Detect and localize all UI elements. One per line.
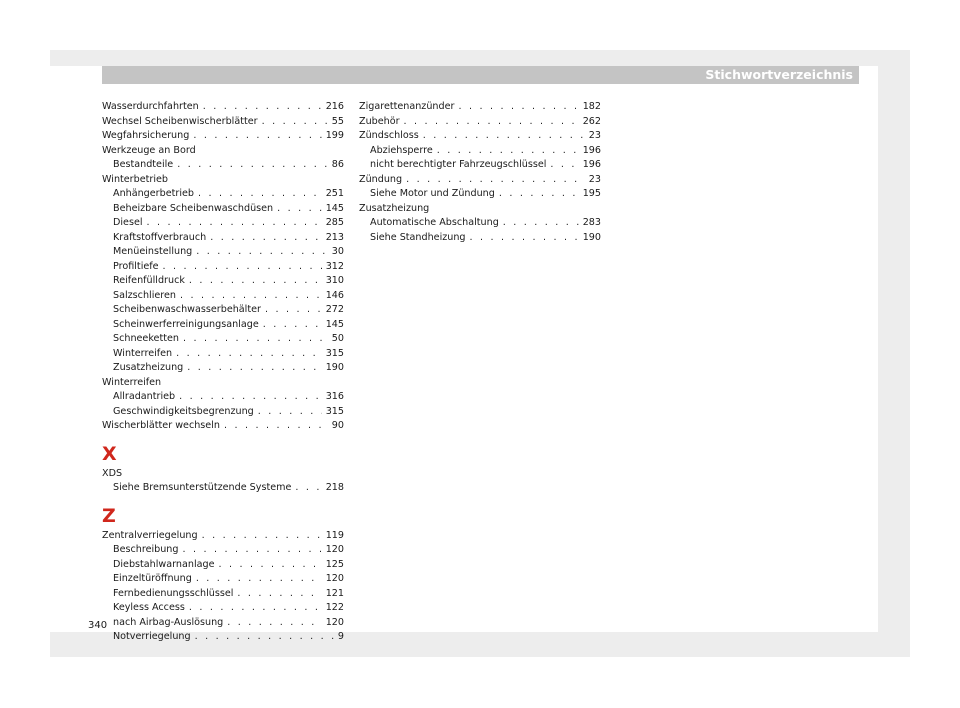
leader-dots bbox=[147, 216, 322, 231]
entry-label: Einzeltüröffnung bbox=[113, 573, 192, 584]
entry-page: 310 bbox=[325, 275, 344, 286]
index-subentry bbox=[359, 216, 601, 231]
index-subentry bbox=[102, 347, 344, 362]
index-entry bbox=[102, 115, 344, 130]
leader-dots bbox=[499, 187, 579, 202]
leader-dots bbox=[237, 587, 321, 602]
entry-page: 315 bbox=[325, 347, 344, 359]
entry-page: 120 bbox=[325, 616, 344, 628]
leader-dots bbox=[196, 245, 328, 260]
entry-page: 125 bbox=[325, 558, 344, 570]
leader-dots bbox=[189, 274, 322, 289]
entry-page: 120 bbox=[325, 544, 344, 555]
leader-dots bbox=[187, 361, 321, 376]
entry-page: 182 bbox=[582, 101, 601, 112]
leader-dots bbox=[163, 260, 322, 275]
index-entry bbox=[359, 100, 601, 115]
entry-label: Allradantrieb bbox=[113, 391, 176, 402]
entry-label: Zündschloss bbox=[359, 130, 419, 141]
entry-page: 190 bbox=[582, 231, 601, 243]
index-letter-heading: Z bbox=[102, 504, 116, 527]
entry-label: Bestandteile bbox=[113, 159, 174, 170]
leader-dots bbox=[176, 347, 322, 362]
leader-dots bbox=[193, 129, 321, 144]
index-subentry bbox=[102, 390, 344, 405]
index-subentry bbox=[102, 274, 344, 289]
leader-dots bbox=[404, 115, 579, 130]
leader-dots bbox=[258, 405, 322, 420]
entry-page: 283 bbox=[582, 217, 601, 228]
entry-label: Wischerblätter wechseln bbox=[102, 420, 220, 431]
index-column-left bbox=[102, 100, 344, 645]
index-entry bbox=[102, 419, 344, 434]
entry-label: Automatische Abschaltung bbox=[370, 217, 499, 228]
leader-dots bbox=[458, 100, 578, 115]
leader-dots bbox=[263, 318, 322, 333]
section-header-bar bbox=[102, 66, 859, 84]
index-heading: Zusatzheizung bbox=[359, 202, 430, 214]
leader-dots bbox=[189, 601, 322, 616]
entry-label: Scheibenwaschwasserbehälter bbox=[113, 304, 261, 315]
entry-label: Wasserdurchfahrten bbox=[102, 101, 199, 112]
entry-label: Menüeinstellung bbox=[113, 246, 193, 257]
index-subentry bbox=[102, 245, 344, 260]
entry-label: Siehe Motor und Zündung bbox=[370, 188, 495, 199]
leader-dots bbox=[406, 173, 585, 188]
index-subentry bbox=[359, 158, 601, 173]
index-entry bbox=[359, 115, 601, 130]
leader-dots bbox=[195, 630, 334, 645]
entry-label: nach Airbag-Auslösung bbox=[113, 616, 224, 628]
entry-page: 196 bbox=[582, 159, 601, 170]
entry-label: Zündung bbox=[359, 173, 403, 185]
entry-page: 196 bbox=[582, 144, 601, 156]
index-entry bbox=[359, 129, 601, 144]
leader-dots bbox=[196, 572, 322, 587]
page-title: Stichwortverzeichnis bbox=[705, 67, 853, 82]
index-subentry bbox=[102, 481, 344, 496]
leader-dots bbox=[182, 543, 321, 558]
index-subentry bbox=[359, 187, 601, 202]
entry-label: Diesel bbox=[113, 217, 143, 228]
index-subentry bbox=[359, 231, 601, 246]
leader-dots bbox=[550, 158, 578, 173]
entry-page: 9 bbox=[337, 631, 344, 642]
leader-dots bbox=[224, 419, 328, 434]
index-subentry bbox=[102, 216, 344, 231]
index-subentry bbox=[102, 202, 344, 217]
leader-dots bbox=[180, 289, 322, 304]
entry-label: Salzschlieren bbox=[113, 289, 176, 301]
leader-dots bbox=[219, 558, 322, 573]
entry-page: 119 bbox=[325, 529, 344, 541]
entry-page: 121 bbox=[325, 587, 344, 599]
entry-page: 285 bbox=[325, 217, 344, 228]
entry-page: 50 bbox=[331, 333, 344, 344]
entry-page: 30 bbox=[331, 246, 344, 257]
entry-label: Siehe Standheizung bbox=[370, 231, 466, 243]
entry-page: 199 bbox=[325, 130, 344, 141]
entry-page: 251 bbox=[325, 188, 344, 199]
entry-label: Zigarettenanzünder bbox=[359, 101, 455, 112]
index-subentry bbox=[102, 361, 344, 376]
entry-page: 120 bbox=[325, 573, 344, 584]
index-subentry bbox=[102, 558, 344, 573]
entry-page: 86 bbox=[331, 159, 344, 170]
leader-dots bbox=[503, 216, 579, 231]
leader-dots bbox=[265, 303, 322, 318]
leader-dots bbox=[203, 100, 322, 115]
leader-dots bbox=[183, 332, 328, 347]
entry-page: 195 bbox=[582, 188, 601, 199]
entry-label: Zusatzheizung bbox=[113, 362, 184, 373]
entry-label: Schneeketten bbox=[113, 333, 179, 344]
leader-dots bbox=[227, 616, 321, 631]
leader-dots bbox=[277, 202, 322, 217]
leader-dots bbox=[177, 158, 328, 173]
entry-page: 23 bbox=[588, 130, 601, 141]
entry-page: 55 bbox=[331, 115, 344, 127]
index-subentry bbox=[102, 289, 344, 304]
index-subentry bbox=[102, 332, 344, 347]
entry-label: Notverriegelung bbox=[113, 631, 191, 642]
entry-page: 312 bbox=[325, 260, 344, 272]
leader-dots bbox=[437, 144, 579, 159]
entry-label: Profiltiefe bbox=[113, 260, 159, 272]
entry-label: Geschwindigkeitsbegrenzung bbox=[113, 405, 254, 417]
index-heading: Winterreifen bbox=[102, 376, 162, 388]
entry-label: Anhängerbetrieb bbox=[113, 188, 194, 199]
index-subentry bbox=[102, 187, 344, 202]
index-subentry bbox=[102, 630, 344, 645]
page-number: 340 bbox=[88, 620, 108, 631]
entry-page: 213 bbox=[325, 231, 344, 243]
entry-label: Wechsel Scheibenwischerblätter bbox=[102, 115, 258, 127]
index-heading: Winterbetrieb bbox=[102, 173, 168, 185]
entry-label: Diebstahlwarnanlage bbox=[113, 558, 215, 570]
entry-label: Wegfahrsicherung bbox=[102, 130, 190, 141]
entry-page: 122 bbox=[325, 602, 344, 613]
entry-page: 272 bbox=[325, 304, 344, 315]
entry-label: Zentralverriegelung bbox=[102, 529, 198, 541]
entry-page: 190 bbox=[325, 362, 344, 373]
entry-label: Zubehör bbox=[359, 115, 400, 127]
index-subentry bbox=[102, 616, 344, 631]
entry-page: 315 bbox=[325, 405, 344, 417]
entry-label: Winterreifen bbox=[113, 347, 173, 359]
index-letter-heading: X bbox=[102, 442, 117, 465]
leader-dots bbox=[295, 481, 321, 496]
index-subentry bbox=[359, 144, 601, 159]
entry-page: 218 bbox=[325, 482, 344, 493]
entry-label: Keyless Access bbox=[113, 602, 185, 613]
leader-dots bbox=[210, 231, 321, 246]
index-subentry bbox=[102, 543, 344, 558]
index-subentry bbox=[102, 303, 344, 318]
index-subentry bbox=[102, 231, 344, 246]
index-subentry bbox=[102, 587, 344, 602]
index-entry bbox=[102, 129, 344, 144]
entry-page: 316 bbox=[325, 391, 344, 402]
index-subentry bbox=[102, 260, 344, 275]
index-subentry bbox=[102, 405, 344, 420]
leader-dots bbox=[470, 231, 579, 246]
entry-label: nicht berechtigter Fahrzeugschlüssel bbox=[370, 159, 547, 170]
index-subentry bbox=[102, 318, 344, 333]
entry-label: Scheinwerferreinigungsanlage bbox=[113, 318, 259, 330]
entry-label: Abziehsperre bbox=[370, 144, 433, 156]
entry-page: 146 bbox=[325, 289, 344, 301]
index-entry bbox=[359, 173, 601, 188]
leader-dots bbox=[262, 115, 328, 130]
entry-page: 90 bbox=[331, 420, 344, 431]
entry-label: Kraftstoffverbrauch bbox=[113, 231, 207, 243]
leader-dots bbox=[423, 129, 585, 144]
index-subentry bbox=[102, 158, 344, 173]
leader-dots bbox=[198, 187, 322, 202]
entry-label: Reifenfülldruck bbox=[113, 275, 185, 286]
entry-label: Beschreibung bbox=[113, 544, 179, 555]
index-entry bbox=[102, 100, 344, 115]
entry-page: 216 bbox=[325, 101, 344, 112]
entry-label: Siehe Bremsunterstützende Systeme bbox=[113, 482, 292, 493]
index-subentry bbox=[102, 572, 344, 587]
entry-page: 23 bbox=[588, 173, 601, 185]
entry-label: Beheizbare Scheibenwaschdüsen bbox=[113, 202, 274, 214]
index-entry bbox=[102, 529, 344, 544]
index-heading: XDS bbox=[102, 467, 123, 479]
index-heading: Werkzeuge an Bord bbox=[102, 144, 196, 156]
leader-dots bbox=[179, 390, 322, 405]
index-subentry bbox=[102, 601, 344, 616]
leader-dots bbox=[202, 529, 322, 544]
entry-page: 145 bbox=[325, 202, 344, 214]
entry-page: 145 bbox=[325, 318, 344, 330]
entry-page: 262 bbox=[582, 115, 601, 127]
entry-label: Fernbedienungsschlüssel bbox=[113, 587, 234, 599]
index-column-right bbox=[359, 100, 601, 245]
